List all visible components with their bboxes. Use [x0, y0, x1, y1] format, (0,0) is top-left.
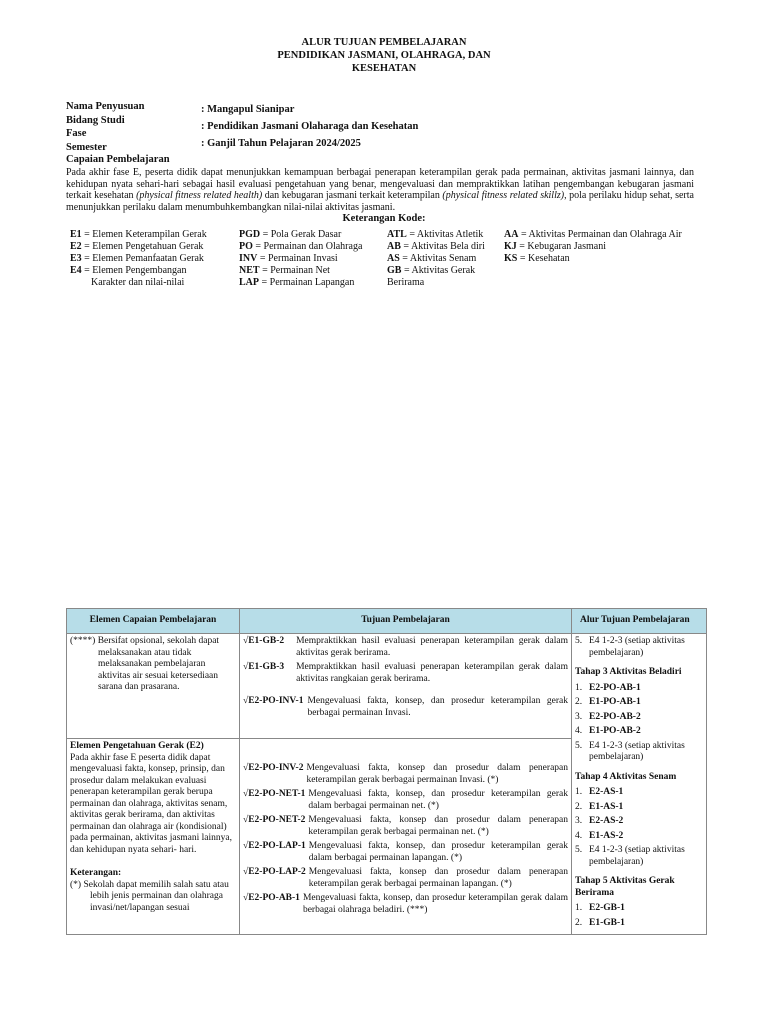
alur-number: 2. — [575, 697, 583, 707]
alur-cell — [572, 634, 707, 935]
keterangan-kode-title: Keterangan Kode: — [342, 213, 426, 224]
tujuan-cell — [240, 634, 572, 739]
alur-item — [575, 903, 703, 915]
tp-code: √E2-PO-INV-1 — [243, 696, 304, 706]
table-row — [67, 634, 707, 739]
tp-item — [243, 867, 568, 890]
tp-item — [243, 636, 568, 659]
alur-item — [575, 712, 703, 724]
legend-entry: E3 = Elemen Pemanfaatan Gerak — [70, 253, 204, 264]
tp-code: √E2-PO-INV-2 — [243, 763, 304, 773]
tp-item — [243, 763, 568, 786]
tp-code: √E2-PO-AB-1 — [243, 893, 300, 903]
alur-text: E4 1-2-3 (setiap aktivitas pembelajaran) — [589, 740, 685, 762]
elemen-cell — [67, 739, 240, 935]
alur-number: 2. — [575, 801, 583, 812]
alur-item — [575, 636, 703, 659]
elemen-note: (****) Bersifat opsional, sekolah dapat melaksanakan atau tidak melaksanakan pembelajaran aktivitas air sesuai ketersediaan sarana dan prasarana. — [70, 636, 220, 692]
tp-text: Mempraktikkan hasil evaluasi penerapan keterampilan gerak dalam aktivitas rangkaian gerak berirama. — [296, 662, 568, 684]
alur-number: 5. — [575, 845, 583, 855]
alur-number: 3. — [575, 816, 583, 826]
alur-item — [575, 802, 703, 814]
alur-item — [575, 918, 703, 930]
label-bidang-studi: Bidang Studi — [66, 115, 125, 126]
value-nama-penyusun: : Mangapul Sianipar — [201, 104, 295, 115]
alur-number: 3. — [575, 711, 583, 722]
alur-item — [575, 816, 703, 828]
tp-item — [243, 662, 568, 685]
value-fase-semester: : Ganjil Tahun Pelajaran 2024/2025 — [201, 138, 361, 149]
tp-code: √E1-GB-2 — [243, 636, 285, 646]
alur-item — [575, 845, 703, 868]
legend-entry: GB = Aktivitas Gerak — [387, 265, 476, 276]
legend-entry: AB = Aktivitas Bela diri — [387, 241, 485, 252]
legend-entry: LAP = Permainan Lapangan — [239, 277, 355, 288]
header-alur: Alur Tujuan Pembelajaran — [572, 609, 707, 634]
capaian-italic: (physical fitness related health) — [136, 190, 263, 201]
alur-item — [575, 726, 703, 738]
alur-number: 1. — [575, 903, 583, 913]
tp-text: Mengevaluasi fakta, konsep dan prosedur dalam penerapan keterampilan gerak berbagai permainan Invasi. (*) — [306, 763, 568, 785]
legend-entry-cont: Karakter dan nilai-nilai — [91, 277, 185, 288]
tp-item — [243, 815, 568, 838]
label-capaian: Capaian Pembelajaran — [66, 154, 170, 165]
keterangan-title: Keterangan: — [70, 868, 122, 878]
alur-text: E2-GB-1 — [589, 903, 625, 913]
header-tujuan: Tujuan Pembelajaran — [240, 609, 572, 634]
alur-text: E1-PO-AB-2 — [589, 726, 641, 736]
alur-item — [575, 831, 703, 843]
legend-entry: ATL = Aktivitas Atletik — [387, 229, 484, 240]
tp-text: Mengevaluasi fakta, konsep dan prosedur dalam penerapan keterampilan gerak berbagai permainan lapangan. (*) — [308, 867, 568, 889]
tp-code: √E2-PO-LAP-2 — [243, 867, 306, 877]
capaian-text: Pada akhir fase E, peserta didik dapat menunjukkan kemampuan berbagai penerapan keterampilan gerak pada permainan, aktivitas jasmani lainnya, dan kehidupan nyata sehari-hari sebagai hasil evaluasi pengetahuan yang benar, mengevaluasi dan mempraktikkan latihan pengembangan kebugaran jasmani terkait kesehatan — [66, 167, 694, 201]
capaian-paragraph — [66, 167, 694, 213]
capaian-italic: (physical fitness related skillz) — [442, 190, 565, 201]
atp-table — [66, 608, 707, 935]
tp-item — [243, 789, 568, 812]
legend-col-4 — [504, 229, 682, 265]
alur-number: 5. — [575, 636, 583, 646]
document-title — [0, 36, 768, 75]
alur-stage-title: Tahap 3 Aktivitas Beladiri — [575, 667, 682, 677]
legend-entry: PO = Permainan dan Olahraga — [239, 241, 363, 252]
legend-col-3 — [387, 229, 485, 289]
alur-number: 1. — [575, 787, 583, 797]
tp-text: Mengevaluasi fakta, konsep, dan prosedur keterampilan gerak berbagai permainan Invasi. — [307, 696, 568, 718]
label-semester: Semester — [66, 142, 107, 153]
capaian-text: , pola perilaku hidup sehat, serta menunjukkan perilaku dalam menumbuhkembangkan nilai-nilai aktivitas jasmani. — [66, 190, 694, 213]
alur-item — [575, 741, 703, 764]
tp-code: √E2-PO-LAP-1 — [243, 841, 306, 851]
alur-number: 2. — [575, 917, 583, 928]
tp-code: √E1-GB-3 — [243, 662, 285, 672]
legend-entry: PGD = Pola Gerak Dasar — [239, 229, 342, 240]
alur-number: 5. — [575, 740, 583, 751]
alur-text: E4 1-2-3 (setiap aktivitas pembelajaran) — [589, 636, 685, 658]
legend-entry: E1 = Elemen Keterampilan Gerak — [70, 229, 207, 240]
capaian-text: dan kebugaran jasmani terkait keterampilan — [262, 190, 443, 201]
legend-entry: NET = Permainan Net — [239, 265, 330, 276]
legend-entry: KS = Kesehatan — [504, 253, 570, 264]
tp-text: Mempraktikkan hasil evaluasi penerapan keterampilan gerak dalam aktivitas gerak berirama. — [296, 636, 568, 658]
legend-entry: E4 = Elemen Pengembangan — [70, 265, 187, 276]
alur-item — [575, 787, 703, 799]
alur-text: E2-PO-AB-1 — [589, 682, 641, 693]
tp-text: Mengevaluasi fakta, konsep dan prosedur dalam penerapan keterampilan gerak berbagai permainan net. (*) — [308, 815, 568, 837]
tp-code: √E2-PO-NET-1 — [243, 789, 306, 799]
elemen-title: Elemen Pengetahuan Gerak (E2) — [70, 741, 204, 751]
tp-item — [243, 893, 568, 916]
alur-number: 1. — [575, 682, 583, 693]
tp-text: Mengevaluasi fakta, konsep, dan prosedur keterampilan gerak dalam berbagai permainan lapangan. (*) — [308, 841, 568, 863]
title-line: ALUR TUJUAN PEMBELAJARAN — [301, 37, 467, 48]
alur-stage-title: Tahap 5 Aktivitas Gerak Berirama — [575, 876, 675, 898]
alur-text: E1-AS-1 — [589, 801, 624, 812]
value-bidang-studi: : Pendidikan Jasmani Olaharaga dan Kesehatan — [201, 121, 419, 132]
alur-stage-title: Tahap 4 Aktivitas Senam — [575, 771, 677, 782]
alur-item — [575, 683, 703, 695]
label-fase: Fase — [66, 128, 87, 139]
tp-item — [243, 841, 568, 864]
title-line: PENDIDIKAN JASMANI, OLAHRAGA, DAN — [277, 50, 491, 61]
alur-number: 4. — [575, 830, 583, 841]
tp-text: Mengevaluasi fakta, konsep, dan prosedur keterampilan gerak dalam berbagai permainan net. (*) — [308, 789, 568, 811]
table-header-row — [67, 609, 707, 634]
alur-text: E1-AS-2 — [589, 830, 624, 841]
alur-text: E1-PO-AB-1 — [589, 697, 641, 707]
alur-item — [575, 697, 703, 709]
tujuan-cell — [240, 739, 572, 935]
tp-code: √E2-PO-NET-2 — [243, 815, 306, 825]
label-nama-penyusun: Nama Penyusuan — [66, 101, 145, 112]
tp-item — [243, 696, 568, 719]
legend-col-1 — [70, 229, 207, 289]
header-elemen: Elemen Capaian Pembelajaran — [67, 609, 240, 634]
alur-text: E2-AS-2 — [589, 816, 624, 826]
legend-entry: AA = Aktivitas Permainan dan Olahraga Air — [504, 229, 682, 240]
alur-text: E2-AS-1 — [589, 787, 624, 797]
legend-entry: INV = Permainan Invasi — [239, 253, 338, 264]
title-line: KESEHATAN — [351, 63, 417, 74]
legend-entry-cont: Berirama — [387, 277, 425, 288]
legend-entry: AS = Aktivitas Senam — [387, 253, 477, 264]
elemen-cell — [67, 634, 240, 739]
alur-number: 4. — [575, 726, 583, 736]
elemen-text: Pada akhir fase E peserta didik dapat mengevaluasi fakta, konsep, prinsip, dan prosedur dalam melakukan evaluasi penerapan keterampilan gerak berupa permainan dan olahraga, aktivitas senam, aktivitas gerak berirama, dan aktivitas permainan dan olahraga air (kondisional) pada permainan, aktivitas jasmani lainnya, dan kehidupan nyata sehari- hari. — [70, 752, 232, 855]
legend-entry: E2 = Elemen Pengetahuan Gerak — [70, 241, 204, 252]
alur-text: E1-GB-1 — [589, 917, 625, 928]
tp-text: Mengevaluasi fakta, konsep, dan prosedur keterampilan gerak dalam berbagai olahraga beladiri. (***) — [302, 893, 568, 915]
keterangan-text: (*) Sekolah dapat memilih salah satu atau lebih jenis permainan dan olahraga invasi/net/lapangan sesuai — [70, 879, 229, 913]
legend-entry: KJ = Kebugaran Jasmani — [504, 241, 607, 252]
legend-col-2 — [239, 229, 362, 289]
alur-text: E4 1-2-3 (setiap aktivitas pembelajaran) — [589, 845, 685, 867]
alur-text: E2-PO-AB-2 — [589, 711, 641, 722]
